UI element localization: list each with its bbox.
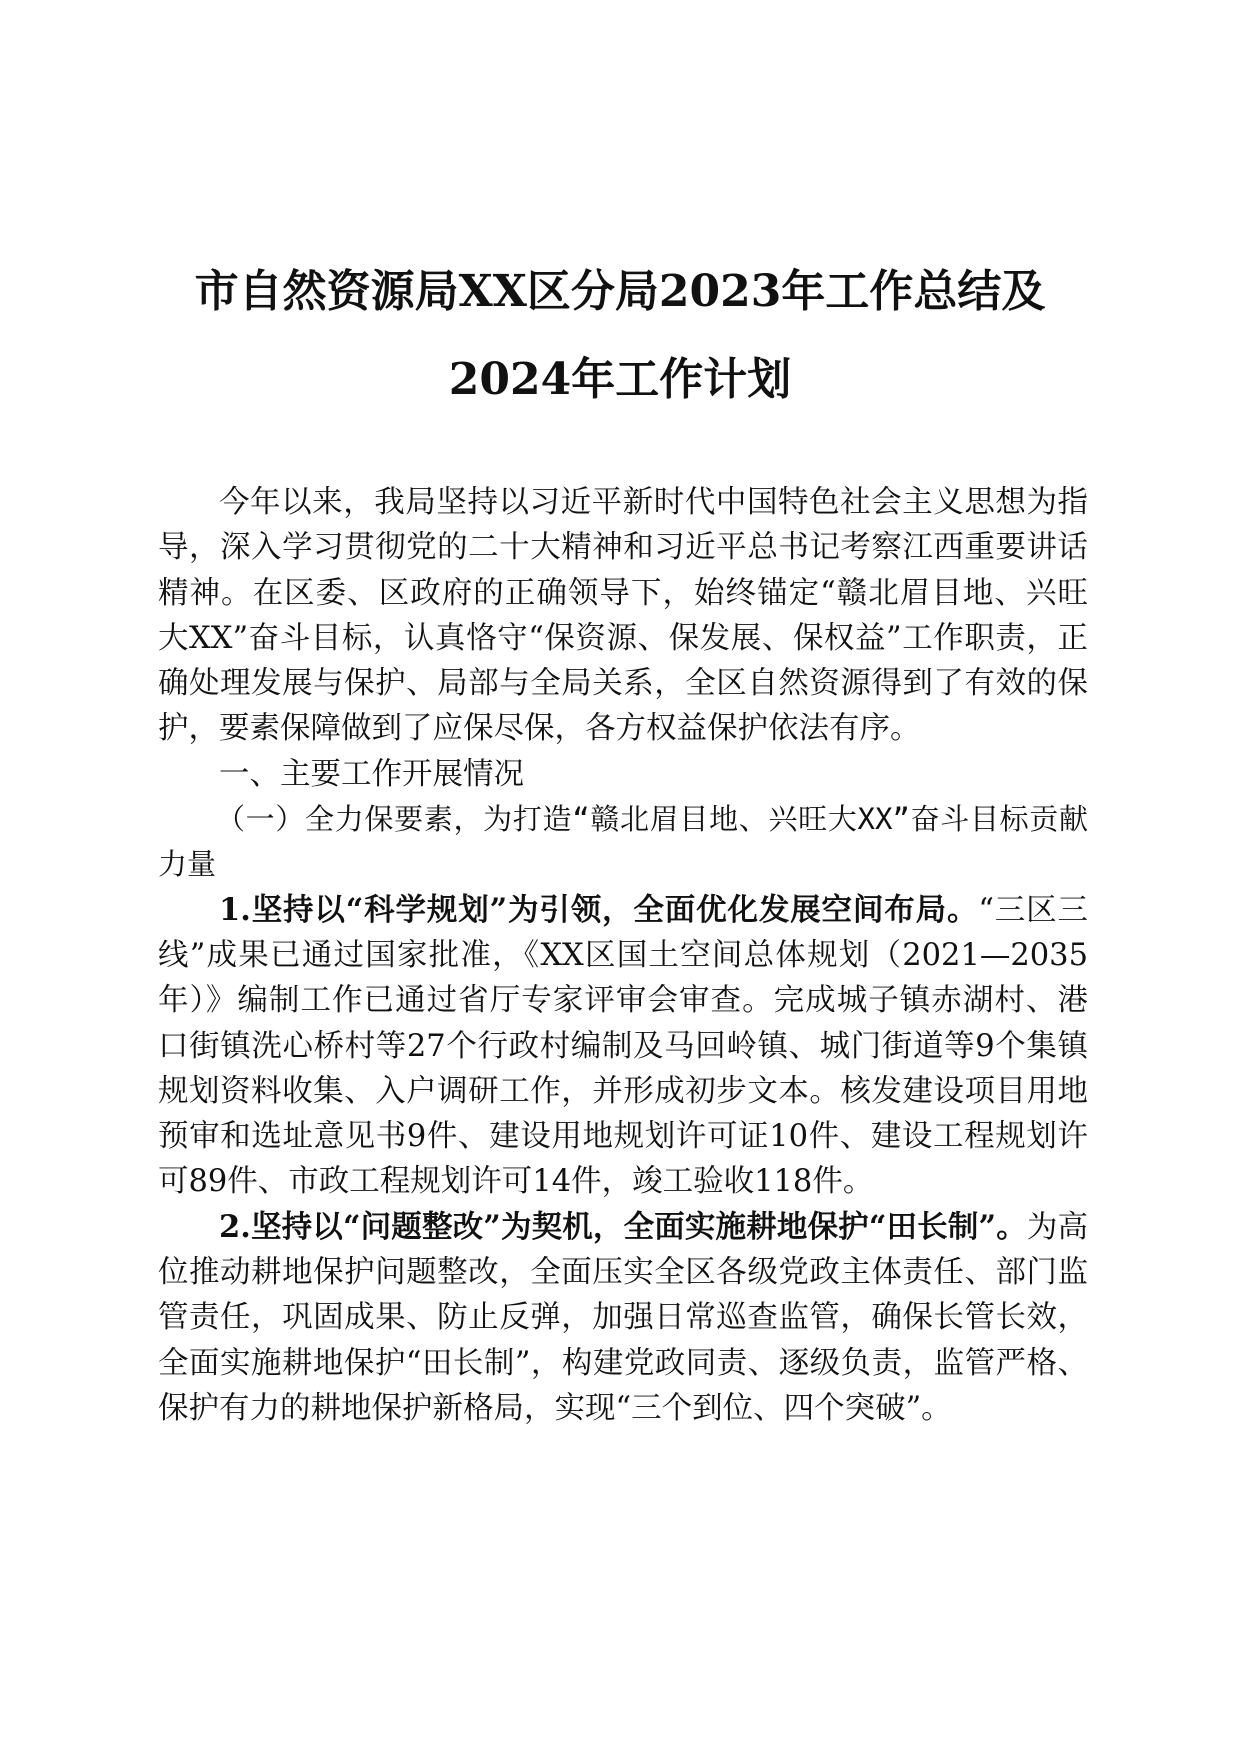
- item-1-paragraph: [158, 888, 1088, 1205]
- item-2-text: 为高位推动耕地保护问题整改，全面压实全区各级党政主体责任、部门监管责任，巩固成果、防止反弹，加强日常巡查监管，确保长管长效，全面实施耕地保护“田长制”，构建党政同责、逐级负责，监管严格、保护有力的耕地保护新格局，实现“三个到位、四个突破”。: [158, 1209, 1088, 1426]
- section-heading: 一、主要工作开展情况: [219, 756, 524, 792]
- item-2-lead: 2.坚持以“问题整改”为契机，全面实施耕地保护“田长制”。: [219, 1208, 1027, 1245]
- item-2-paragraph: [158, 1205, 1088, 1431]
- document-title-line-1: 市自然资源局XX区分局2023年工作总结及: [194, 266, 1046, 317]
- document-title-line-2: 2024年工作计划: [448, 354, 792, 405]
- subsection-heading: （一）全力保要素，为打造“赣北眉目地、兴旺大XX”奋斗目标贡献力量: [158, 802, 1088, 882]
- intro-paragraph: 今年以来，我局坚持以习近平新时代中国特色社会主义思想为指导，深入学习贯彻党的二十大精神和习近平总书记考察江西重要讲话精神。在区委、区政府的正确领导下，始终锚定“赣北眉目地、兴旺大XX”奋斗目标，认真恪守“保资源、保发展、保权益”工作职责，正确处理发展与保护、局部与全局关系，全区自然资源得到了有效的保护，要素保障做到了应保尽保，各方权益保护依法有序。: [158, 485, 1088, 747]
- item-1-text: “三区三线”成果已通过国家批准，《XX区国土空间总体规划（2021—2035年）》编制工作已通过省厅专家评审会审查。完成城子镇赤湖村、港口街镇洗心桥村等27个行政村编制及马回岭镇、城门街道等9个集镇规划资料收集、入户调研工作，并形成初步文本。核发建设项目用地预审和选址意见书9件、建设用地规划许可证10件、建设工程规划许可89件、市政工程规划许可14件，竣工验收118件。: [158, 892, 1088, 1200]
- item-1-lead: 1.坚持以“科学规划”为引领，全面优化发展空间布局。: [219, 891, 979, 928]
- document-body: [158, 480, 1088, 1431]
